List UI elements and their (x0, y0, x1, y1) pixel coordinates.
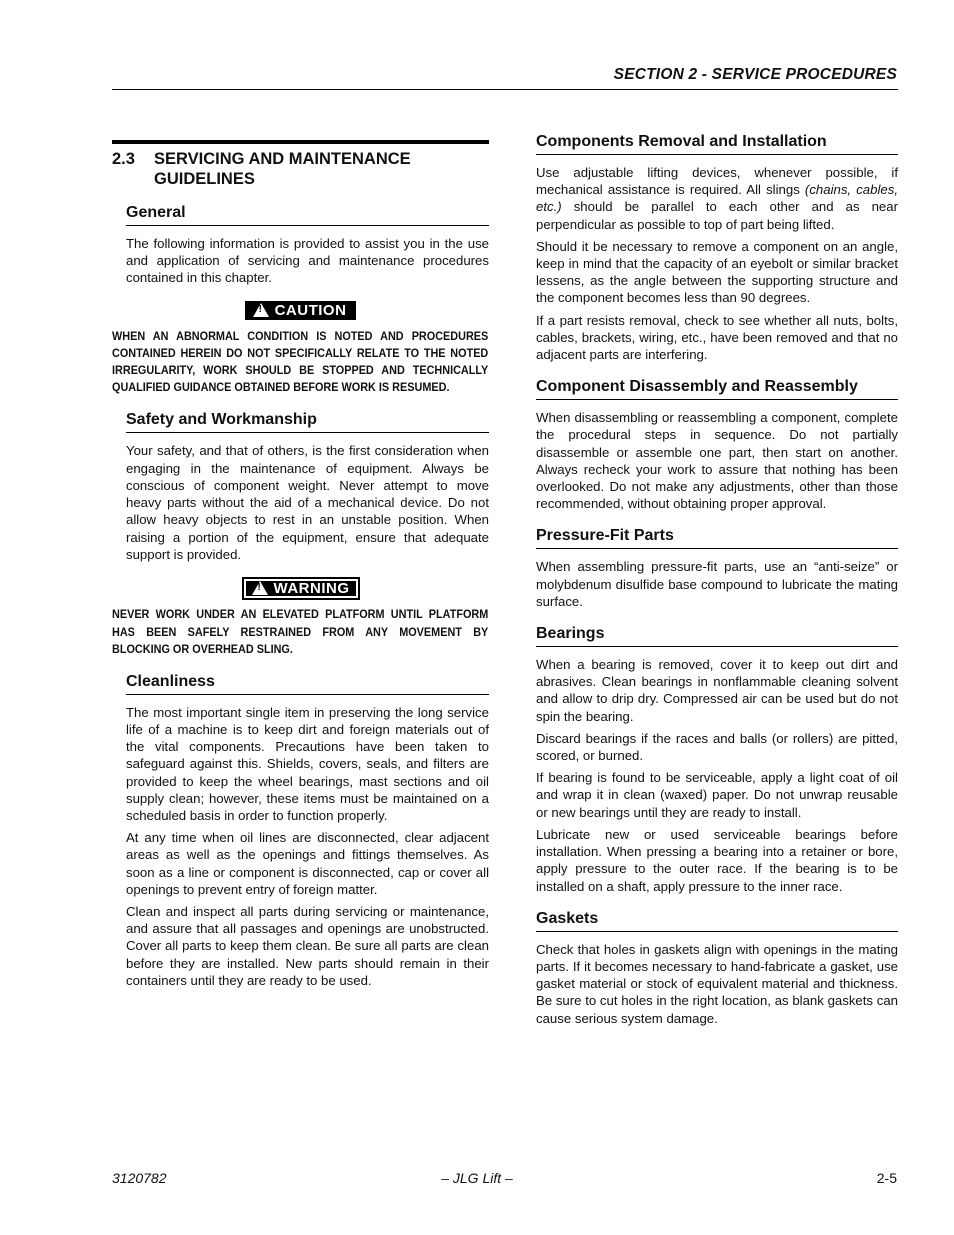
bearings-heading: Bearings (536, 624, 898, 647)
safety-block (126, 410, 489, 562)
removal-paragraph (536, 164, 898, 233)
footer-doc-number: 3120782 (112, 1170, 167, 1186)
caution-label: CAUTION (274, 301, 347, 319)
general-heading: General (126, 203, 489, 226)
warning-triangle-icon (253, 303, 269, 317)
removal-paragraph: Should it be necessary to remove a component on an angle, keep in mind that the capacity of an eyebolt or similar bracket lessens, as the angle between the supporting structure and the component becomes less than 90 degrees. (536, 238, 898, 306)
removal-italic-text: (chains, cables, etc.) (536, 182, 898, 215)
pressure-block (536, 526, 898, 610)
bearings-paragraph: When a bearing is removed, cover it to keep out dirt and abrasives. Clean bearings in nonflammable cleaning solvent and allow to drip dry. Compressed air can be used but do not spin the bearing. (536, 657, 898, 724)
running-header: SECTION 2 - SERVICE PROCEDURES (613, 66, 897, 83)
removal-block (536, 132, 898, 363)
warning-badge (242, 577, 360, 600)
header-rule (112, 89, 898, 90)
pressure-paragraph: When assembling pressure-fit parts, use an “anti-seize” or molybdenum disulfide base compound to lubricate the mating surface. (536, 559, 898, 609)
removal-text: should be parallel to each other and as near perpendicular as possible to top of part being lifted. (536, 199, 898, 232)
removal-paragraph: If a part resists removal, check to see whether all nuts, bolts, cables, brackets, wiring, etc., have been removed and that no adjacent parts are interfering. (536, 312, 898, 363)
removal-heading: Components Removal and Installation (536, 132, 898, 155)
warning-badge-wrap (112, 577, 489, 601)
caution-badge (245, 301, 357, 320)
removal-text: Use adjustable lifting devices, whenever possible, if mechanical assistance is required. All slings (536, 165, 898, 198)
disassembly-paragraph: When disassembling or reassembling a component, complete the procedural steps in sequence. Do not partially disassemble or assemble one part, then start on another. Always recheck your work to assure that nothing has been overlooked. Do not make any adjustments, other than those recommended, without obtaining proper approval. (536, 410, 898, 512)
footer-center: – JLG Lift – (441, 1170, 513, 1186)
caution-text: WHEN AN ABNORMAL CONDITION IS NOTED AND PROCEDURES CONTAINED HEREIN DO NOT SPECIFICALLY RELATE TO THE NOTED IRREGULARITY, WORK SHOULD BE STOPPED AND TECHNICALLY QUALIFIED GUIDANCE OBTAINED BEFORE WORK IS RESUMED. (112, 329, 489, 395)
footer-page-number: 2-5 (876, 1170, 897, 1186)
section-rule (112, 140, 489, 144)
general-paragraph: The following information is provided to assist you in the use and application of servicing and maintenance procedures contained in this chapter. (126, 236, 489, 286)
right-column (536, 132, 898, 1041)
bearings-paragraph: Lubricate new or used serviceable bearings before installation. When pressing a bearing into a retainer or bore, apply pressure to the outer race. If the bearing is to be installed on a shaft, apply pressure to the inner race. (536, 826, 898, 894)
warning-text: NEVER WORK UNDER AN ELEVATED PLATFORM UNTIL PLATFORM HAS BEEN SAFELY RESTRAINED FROM ANY MOVEMENT BY BLOCKING OR OVERHEAD SLING. (112, 607, 489, 656)
cleanliness-block (126, 672, 489, 989)
bearings-paragraph: If bearing is found to be serviceable, apply a light coat of oil and wrap it in clean (waxed) paper. Do not unwrap reusable or new bearings until they are ready to install. (536, 770, 898, 820)
warning-triangle-icon (252, 581, 268, 595)
general-block (126, 203, 489, 287)
gaskets-heading: Gaskets (536, 909, 898, 932)
cleanliness-heading: Cleanliness (126, 672, 489, 695)
cleanliness-paragraph: At any time when oil lines are disconnected, clear adjacent areas as well as the openings and fittings themselves. As soon as a line or component is disconnected, cap or cover all openings to prevent entry of foreign matter. (126, 830, 489, 897)
bearings-block (536, 624, 898, 895)
safety-paragraph: Your safety, and that of others, is the first consideration when engaging in the maintenance of equipment. Always be conscious of component weight. Never attempt to move heavy parts without the aid of a mechanical device. Do not allow heavy objects to rest in an unstable position. When raising a portion of the equipment, ensure that adequate support is provided. (126, 443, 489, 562)
warning-label: WARNING (273, 579, 350, 597)
disassembly-heading: Component Disassembly and Reassembly (536, 377, 898, 400)
section-heading (112, 149, 489, 189)
gaskets-paragraph: Check that holes in gaskets align with openings in the mating parts. If it becomes necessary to hand-fabricate a gasket, use gasket material or stock of equivalent material and thickness. Be sure to cut holes in the right location, as blank gaskets can cause serious system damage. (536, 941, 898, 1026)
pressure-heading: Pressure-Fit Parts (536, 526, 898, 549)
bearings-paragraph: Discard bearings if the races and balls (or rollers) are pitted, scored, or burned. (536, 730, 898, 764)
disassembly-block (536, 377, 898, 512)
cleanliness-paragraph: The most important single item in preserving the long service life of a machine is to keep dirt and foreign materials out of the vital components. Precautions have been taken to safeguard against this. Shields, covers, seals, and filters are provided to keep the wheel bearings, mast sections and oil supply clean; however, these items must be maintained on a scheduled basis in order to function properly. (126, 704, 489, 823)
safety-heading: Safety and Workmanship (126, 410, 489, 433)
left-column (112, 140, 489, 1003)
caution-badge-wrap (112, 301, 489, 323)
cleanliness-paragraph: Clean and inspect all parts during servicing or maintenance, and assure that all passages and openings are unobstructed. Cover all parts to keep them clean. Be sure all parts are clean before they are installed. New parts should remain in their containers until they are ready to be used. (126, 903, 489, 988)
section-title: SERVICING AND MAINTENANCE GUIDELINES (154, 150, 411, 188)
section-number: 2.3 (112, 150, 135, 168)
gaskets-block (536, 909, 898, 1027)
